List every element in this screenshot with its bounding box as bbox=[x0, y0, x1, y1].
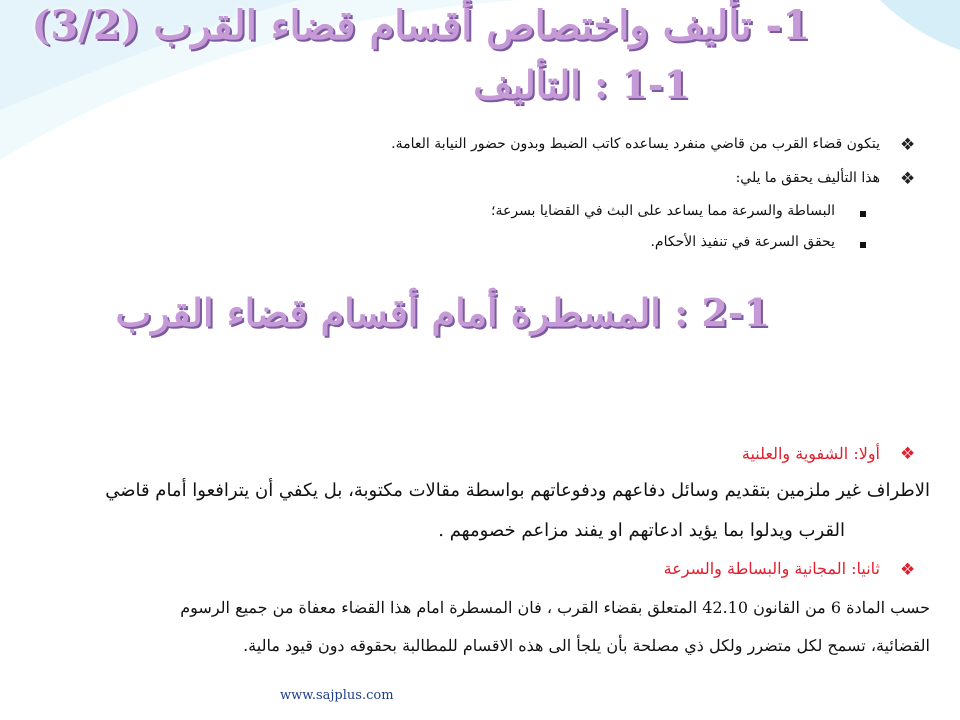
section-title-procedure: 2-1 : المسطرة أمام أقسام قضاء القرب bbox=[115, 290, 770, 335]
section-title-composition: 1-1 : التأليف bbox=[473, 62, 690, 107]
square-bullet-icon bbox=[860, 242, 866, 248]
section2-text-line2: القضائية، تسمح لكل متضرر ولكل ذي مصلحة بأن يلجأ الى هذه الاقسام للمطالبة بحقوقه دون قيود مالية. bbox=[243, 636, 930, 655]
diamond-cluster-icon: ❖ bbox=[900, 169, 916, 189]
bullet-text-2: هذا التأليف يحقق ما يلي: bbox=[735, 170, 880, 186]
sub-bullet-text-2: يحقق السرعة في تنفيذ الأحكام. bbox=[650, 234, 835, 250]
sub-bullet-text-1: البساطة والسرعة مما يساعد على البث في القضايا بسرعة؛ bbox=[491, 203, 835, 219]
section1-heading: أولا: الشفوية والعلنية bbox=[741, 444, 880, 463]
footer-url: www.sajplus.com bbox=[280, 688, 394, 703]
section1-text-line2: القرب ويدلوا بما يؤيد ادعاتهم او يفند مزاعم خصومهم . bbox=[438, 520, 845, 541]
section2-heading: ثانيا: المجانية والبساطة والسرعة bbox=[663, 559, 880, 578]
diamond-cluster-icon: ❖ bbox=[900, 560, 916, 580]
section1-text-line1: الاطراف غير ملزمين بتقديم وسائل دفاعهم ودفوعاتهم بواسطة مقالات مكتوبة، بل يكفي أن يترافعوا أمام قاضي bbox=[105, 480, 930, 501]
slide-title: 1- تأليف واختصاص أقسام قضاء القرب (3/2) bbox=[31, 2, 810, 49]
diamond-cluster-icon: ❖ bbox=[900, 135, 916, 155]
diamond-cluster-icon: ❖ bbox=[900, 444, 916, 464]
section2-text-line1: حسب المادة 6 من القانون 42.10 المتعلق بقضاء القرب ، فان المسطرة امام هذا القضاء معفاة من جميع الرسوم bbox=[180, 598, 930, 617]
bullet-text-1: يتكون قضاء القرب من قاضي منفرد يساعده كاتب الضبط وبدون حضور النيابة العامة. bbox=[391, 136, 880, 152]
square-bullet-icon bbox=[860, 211, 866, 217]
